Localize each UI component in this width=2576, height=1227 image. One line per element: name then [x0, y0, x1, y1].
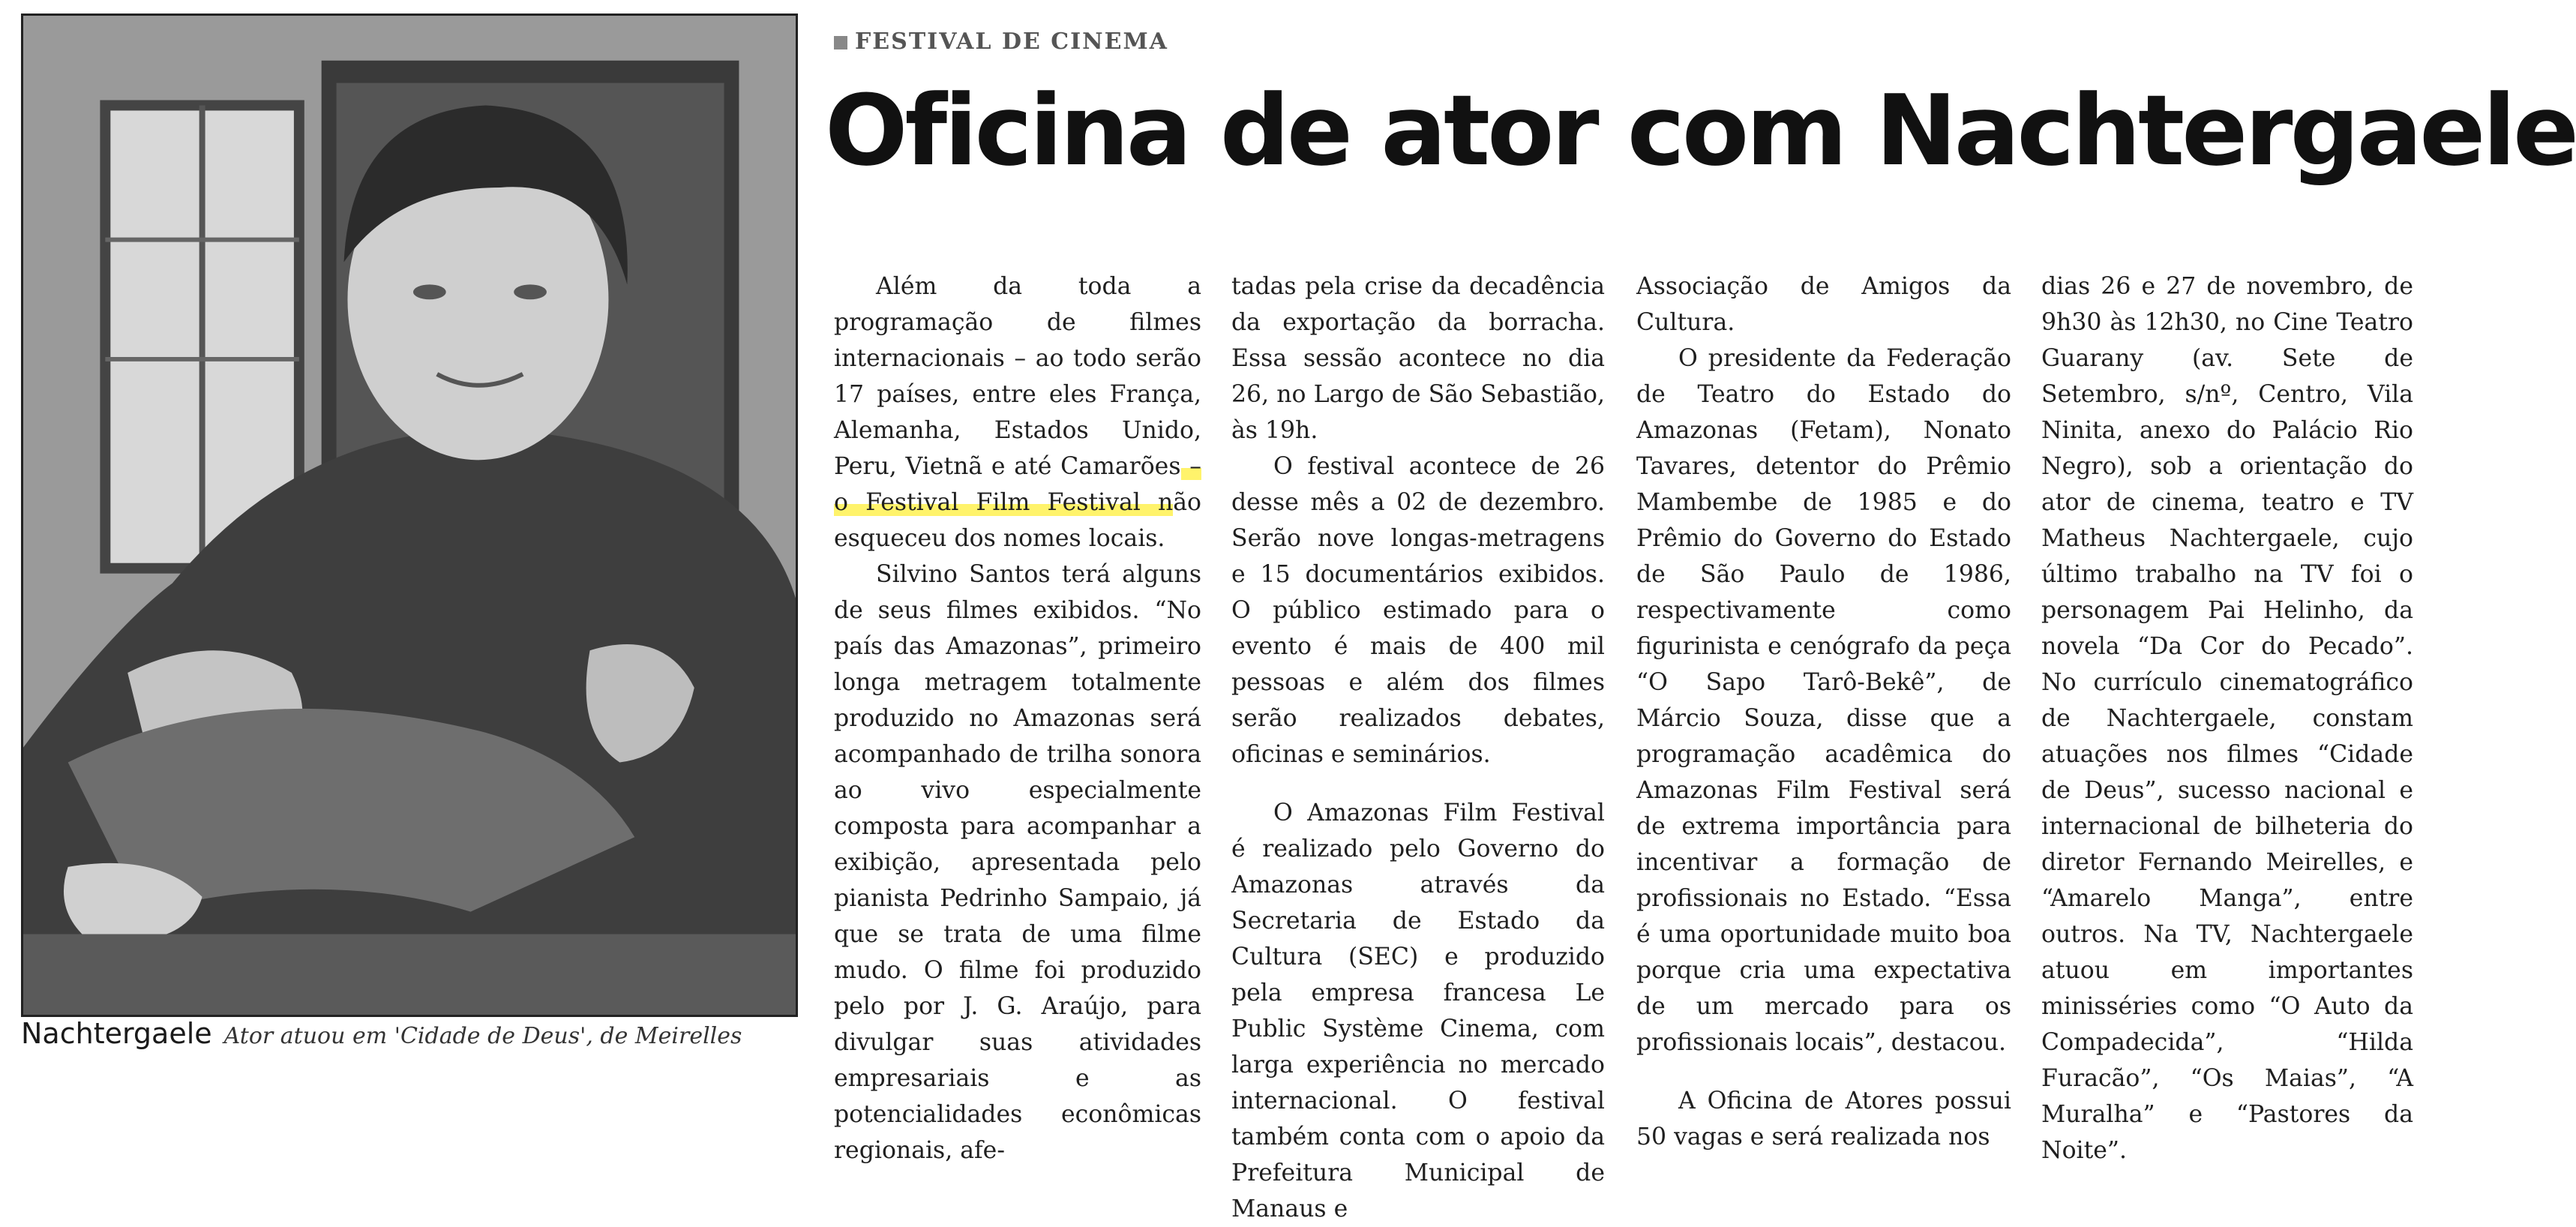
- caption-name: Nachtergaele: [21, 1017, 212, 1050]
- article-column-1: [834, 268, 1201, 1164]
- paragraph: tadas pela crise da decadência da exportação da borracha. Essa sessão acontece no dia 26, no Largo de São Sebastião, às 19h.: [1231, 273, 1605, 444]
- paragraph-text: Além da toda a programação de filmes internacionais – ao todo serão 17 países, entre eles França, Alemanha, Estados Unido, Peru, Vietnã e até Camarões: [834, 273, 1201, 480]
- article-column-2: [1231, 268, 1605, 1222]
- section-marker-icon: [834, 36, 847, 50]
- article-column-4: [2041, 268, 2413, 1164]
- highlighted-text: – o Festival Film Festival n: [834, 453, 1201, 516]
- paragraph: Silvino Santos terá alguns de seus filmes exibidos. “No país das Amazonas”, primeiro longa metragem totalmente produzido no Amazonas será acompanhado de trilha sonora ao vivo especialmente composta para acompanhar a exibição, apresentada pelo pianista Pedrinho Sampaio, já que se trata de uma filme mudo. O filme foi produzido pelo por J. G. Araújo, para divulgar suas atividades empresariais e as potencialidades econômicas regionais, afe-: [834, 561, 1201, 1164]
- paragraph: Associação de Amigos da Cultura.: [1636, 273, 2011, 336]
- article-column-3: [1636, 268, 2011, 1150]
- section-label: [834, 28, 1168, 55]
- caption-description: Ator atuou em 'Cidade de Deus', de Meirelles: [223, 1023, 742, 1049]
- paragraph: O Amazonas Film Festival é realizado pelo Governo do Amazonas através da Secretaria de Estado da Cultura (SEC) e produzido pela empresa francesa Le Public Système Cinema, com larga experiência no mercado internacional. O festival também conta com o apoio da Prefeitura Municipal de Manaus e: [1231, 800, 1605, 1222]
- paragraph: [834, 268, 1201, 556]
- paragraph: O festival acontece de 26 desse mês a 02 de dezembro. Serão nove longas-metragens e 15 documentários exibidos. O público estimado para o evento é mais de 400 mil pessoas e além dos filmes serão realizados debates, oficinas e seminários.: [1231, 453, 1605, 768]
- photo-caption: [21, 1017, 798, 1062]
- paragraph: O presidente da Federação de Teatro do Estado do Amazonas (Fetam), Nonato Tavares, detentor do Prêmio Mambembe de 1985 e do Prêmio do Governo do Estado de São Paulo de 1986, respectivamente como figurinista e cenógrafo da peça “O Sapo Tarô-Bekê”, de Márcio Souza, disse que a programação acadêmica do Amazonas Film Festival será de extrema importância para incentivar a formação de profissionais no Estado. “Essa é uma oportunidade muito boa porque cria uma expectativa de um mercado para os profissionais locais”, destacou.: [1636, 345, 2011, 1056]
- section-label-text: FESTIVAL DE CINEMA: [855, 28, 1168, 55]
- paragraph: dias 26 e 27 de novembro, de 9h30 às 12h30, no Cine Teatro Guarany (av. Sete de Setembro, s/nº, Centro, Vila Ninita, anexo do Palácio Rio Negro), sob a orientação do ator de cinema, teatro e TV Matheus Nachtergaele, cujo último trabalho na TV foi o personagem Pai Helinho, da novela “Da Cor do Pecado”. No currículo cinematográfico de Nachtergaele, constam atuações nos filmes “Cidade de Deus”, sucesso nacional e internacional de bilheteria do diretor Fernando Meirelles, e “Amarelo Manga”, entre outros. Na TV, Nachtergaele atuou em importantes minisséries como “O Auto da Compadecida”, “Hilda Furacão”, “Os Maias”, “A Muralha” e “Pastores da Noite”.: [2041, 273, 2413, 1164]
- paragraph-text: ão esqueceu dos nomes locais.: [834, 489, 1201, 552]
- paragraph: A Oficina de Atores possui 50 vagas e será realizada nos: [1636, 1088, 2011, 1150]
- headline: Oficina de ator com Nachtergaele: [825, 74, 2576, 188]
- article-photo: [21, 14, 798, 1017]
- portrait-image: [23, 16, 796, 1015]
